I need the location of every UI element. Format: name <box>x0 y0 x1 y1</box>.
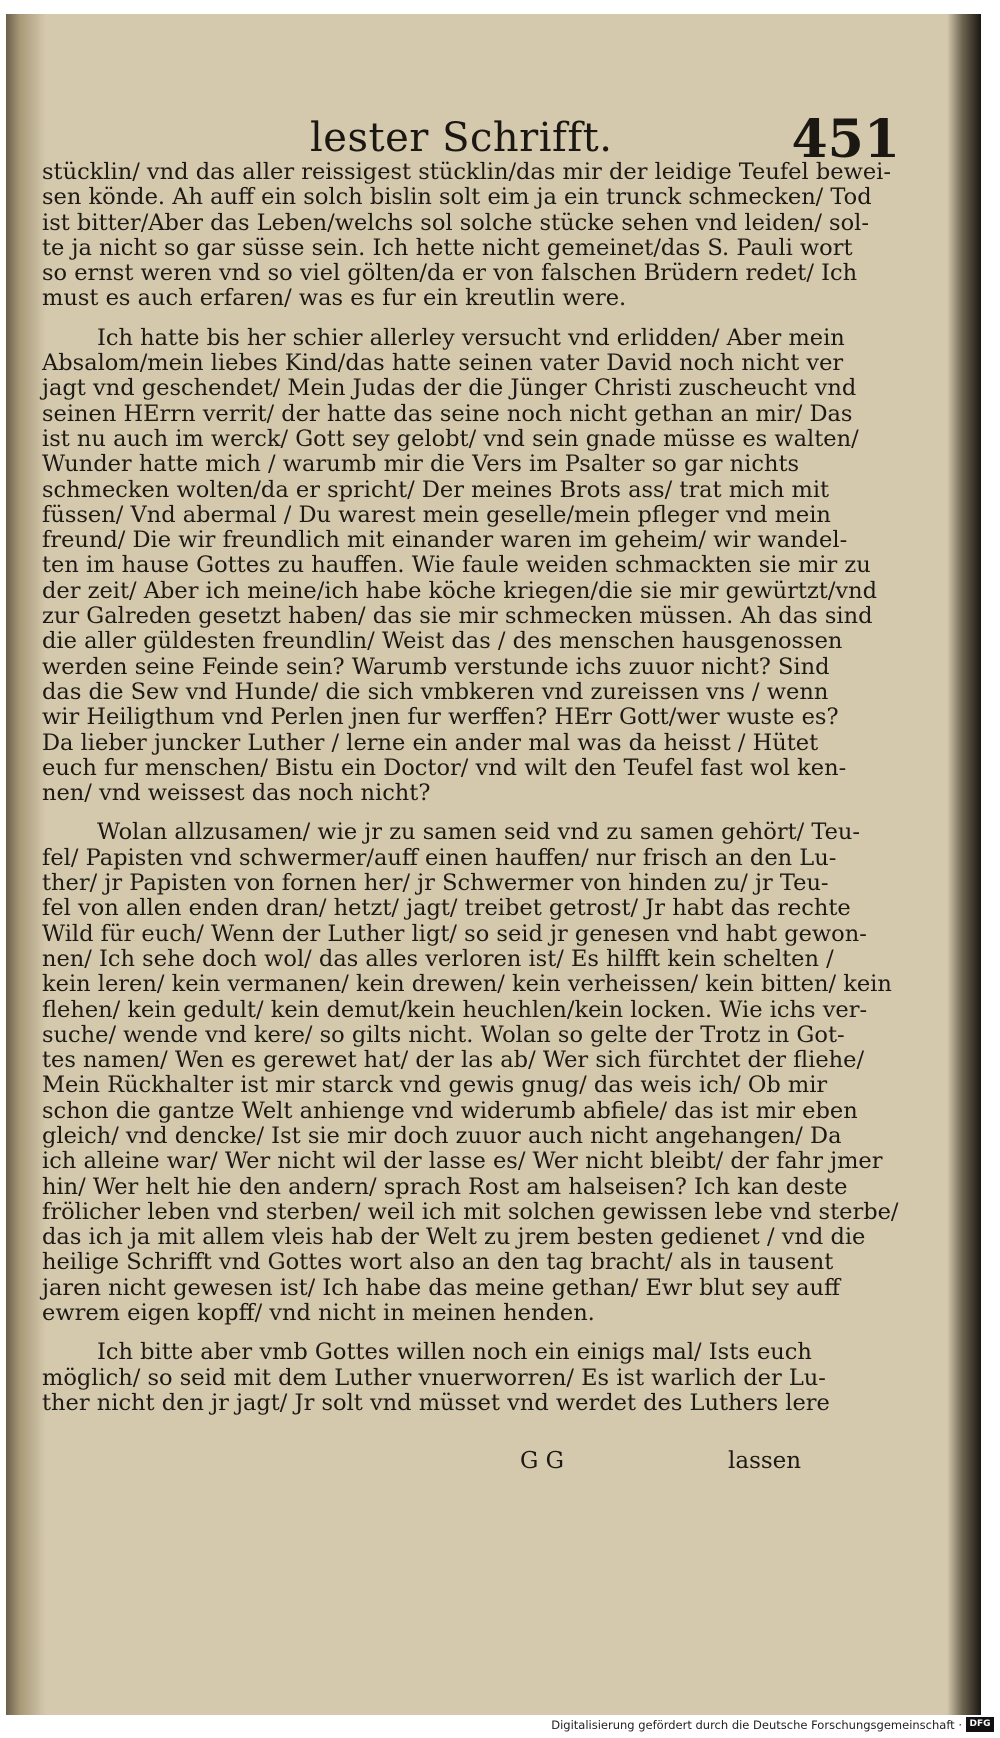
text-line: stücklin/ vnd das aller reissigest stücklin/das mir der leidige Teufel bewei- <box>42 159 891 185</box>
paragraph-4 <box>42 1339 830 1416</box>
text-line: euch fur menschen/ Bistu ein Doctor/ vnd wilt den Teufel fast wol ken- <box>42 754 847 781</box>
text-line: flehen/ kein gedult/ kein demut/kein heuchlen/kein locken. Wie ichs ver- <box>42 996 868 1023</box>
text-line: tes namen/ Wen es gerewet hat/ der las ab/ Wer sich fürchtet der fliehe/ <box>42 1047 865 1074</box>
paragraph-2 <box>42 324 878 807</box>
catchword: lassen <box>728 1448 802 1474</box>
text-line: Wolan allzusamen/ wie jr zu samen seid vnd zu samen gehört/ Teu- <box>97 819 861 846</box>
text-line: kein leren/ kein vermanen/ kein drewen/ kein verheissen/ kein bitten/ kein <box>42 971 892 998</box>
text-line: Wunder hatte mich / warumb mir die Vers im Psalter so gar nichts <box>42 451 800 478</box>
body-text <box>42 159 899 1416</box>
paragraph-3 <box>42 819 899 1327</box>
text-line: ther/ jr Papisten von fornen her/ jr Schwermer von hinden zu/ jr Teu- <box>42 870 829 897</box>
text-line: schon die gantze Welt anhienge vnd widerumb abfiele/ das ist mir eben <box>42 1097 858 1124</box>
text-line: ist bitter/Aber das Leben/welchs sol solche stücke sehen vnd leiden/ sol- <box>42 209 869 236</box>
text-line: ewrem eigen kopff/ vnd nicht in meinen henden. <box>42 1300 595 1327</box>
text-line: hin/ Wer helt hie den andern/ sprach Rost am halseisen? Ich kan deste <box>42 1173 848 1200</box>
text-line: der zeit/ Aber ich meine/ich habe köche kriegen/die sie mir gewürtzt/vnd <box>42 577 878 604</box>
text-line: fel/ Papisten vnd schwermer/auff einen hauffen/ nur frisch an den Lu- <box>42 844 837 871</box>
text-line: zur Galreden gesetzt haben/ das sie mir schmecken müssen. Ah das sind <box>42 603 873 630</box>
text-line: frölicher leben vnd sterben/ weil ich mit solchen gewissen lebe vnd sterbe/ <box>42 1198 899 1225</box>
text-line: jagt vnd geschendet/ Mein Judas der die Jünger Christi zuscheucht vnd <box>42 375 857 402</box>
text-line: ich alleine war/ Wer nicht wil der lasse es/ Wer nicht bleibt/ der fahr jmer <box>42 1148 883 1175</box>
text-line: freund/ Die wir freundlich mit einander waren im geheim/ wir wandel- <box>42 527 848 554</box>
text-line: ther nicht den jr jagt/ Jr solt vnd müsset vnd werdet des Luthers lere <box>42 1389 830 1416</box>
text-line: ist nu auch im werck/ Gott sey gelobt/ vnd sein gnade müsse es walten/ <box>42 425 859 452</box>
page-right-edge <box>947 14 981 1719</box>
text-line: ten im hause Gottes zu hauffen. Wie faule weiden schmackten sie mir zu <box>42 552 871 579</box>
text-line: das ich ja mit allem vleis hab der Welt zu jrem besten gedienet / vnd die <box>42 1224 866 1251</box>
text-line: füssen/ Vnd abermal / Du warest mein geselle/mein pfleger vnd mein <box>42 501 831 528</box>
text-line: Ich hatte bis her schier allerley versucht vnd erlidden/ Aber mein <box>97 324 845 351</box>
page-number: 451 <box>791 109 900 170</box>
text-line: Mein Rückhalter ist mir starck vnd gewis gnug/ das weis ich/ Ob mir <box>42 1072 828 1099</box>
text-line: nen/ Ich sehe doch wol/ das alles verloren ist/ Es hilfft kein schelten / <box>42 945 834 972</box>
text-line: schmecken wolten/da er spricht/ Der meines Brots ass/ trat mich mit <box>42 476 830 503</box>
text-line: so ernst weren vnd so viel gölten/da er von falschen Brüdern redet/ Ich <box>42 260 858 287</box>
text-line: Absalom/mein liebes Kind/das hatte seinen vater David noch nicht ver <box>42 350 844 377</box>
paragraph-1 <box>42 159 891 312</box>
signature-mark: G G <box>520 1448 565 1474</box>
text-line: möglich/ so seid mit dem Luther vnuerworren/ Es ist warlich der Lu- <box>42 1364 826 1391</box>
text-line: gleich/ vnd dencke/ Ist sie mir doch zuuor auch nicht angehangen/ Da <box>42 1122 842 1149</box>
text-line: wir Heiligthum vnd Perlen jnen fur werffen? HErr Gott/wer wuste es? <box>42 704 839 731</box>
text-line: die aller güldesten freundlin/ Weist das / des menschen hausgenossen <box>42 628 843 655</box>
text-line: das die Sew vnd Hunde/ die sich vmbkeren vnd zureissen vns / wenn <box>42 678 829 705</box>
text-line: fel von allen enden dran/ hetzt/ jagt/ treibet getrost/ Jr habt das rechte <box>42 895 851 922</box>
digitization-note: Digitalisierung gefördert durch die Deutsche Forschungsgemeinschaft · <box>551 1718 962 1732</box>
text-line: heilige Schrifft vnd Gottes wort also an den tag bracht/ als in tausent <box>42 1249 834 1276</box>
text-line: sen könde. Ah auff ein solch bislin solt eim ja ein trunck schmecken/ Tod <box>42 184 872 211</box>
digitization-footer <box>0 1715 1000 1738</box>
text-line: nen/ vnd weissest das noch nicht? <box>42 780 431 807</box>
text-line: Da lieber juncker Luther / lerne ein ander mal was da heisst / Hütet <box>42 729 819 756</box>
text-line: seinen HErrn verrit/ der hatte das seine noch nicht gethan an mir/ Das <box>42 400 853 427</box>
page-binding-shadow <box>6 14 46 1719</box>
text-line: suche/ wende vnd kere/ so gilts nicht. Wolan so gelte der Trotz in Got- <box>42 1021 845 1048</box>
dfg-logo-icon: DFG <box>966 1717 994 1732</box>
running-title: lester Schrifft. <box>310 115 613 161</box>
text-line: werden seine Feinde sein? Warumb verstunde ichs zuuor nicht? Sind <box>42 653 830 680</box>
text-line: must es auch erfaren/ was es fur ein kreutlin were. <box>42 285 627 312</box>
text-line: te ja nicht so gar süsse sein. Ich hette nicht gemeinet/das S. Pauli wort <box>42 234 853 261</box>
text-line: jaren nicht gewesen ist/ Ich habe das meine gethan/ Ewr blut sey auff <box>42 1274 841 1301</box>
text-line: Ich bitte aber vmb Gottes willen noch ein einigs mal/ Ists euch <box>97 1339 812 1366</box>
text-line: Wild für euch/ Wenn der Luther ligt/ so seid jr genesen vnd habt gewon- <box>42 920 867 947</box>
